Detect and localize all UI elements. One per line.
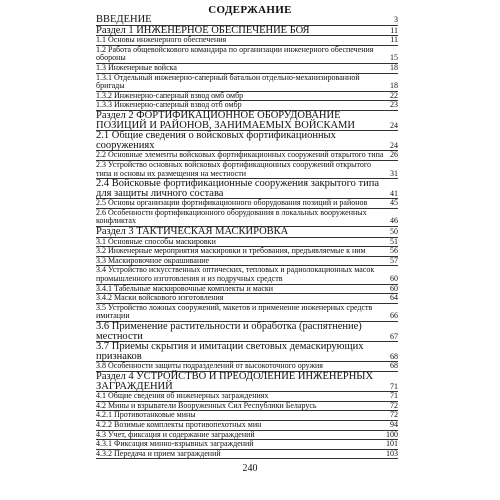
table-of-contents bbox=[96, 15, 398, 459]
toc-entry-title: 2.5 Основы организации фортификационного оборудования позиций и районов bbox=[96, 198, 368, 208]
toc-entry-page: 18 bbox=[390, 81, 398, 91]
toc-entry-title: 3.4.1 Табельные маскировочные комплекты и маски bbox=[96, 283, 274, 293]
toc-entry-page: 24 bbox=[390, 140, 398, 150]
toc-entry bbox=[96, 179, 398, 199]
page-title: СОДЕРЖАНИЕ bbox=[208, 4, 292, 16]
toc-entry-page: 51 bbox=[390, 236, 398, 246]
toc-entry-page: 94 bbox=[390, 419, 398, 429]
toc-entry-page: 72 bbox=[390, 410, 398, 420]
toc-entry-title: 2.1 Общие сведения о войсковых фортификационных сооружениях bbox=[96, 130, 336, 151]
toc-entry-page: 18 bbox=[390, 62, 398, 72]
toc-entry-page: 100 bbox=[386, 429, 398, 439]
toc-entry-title: Раздел 4 УСТРОЙСТВО И ПРЕОДОЛЕНИЕ ИНЖЕНЕРНЫХ ЗАГРАЖДЕНИЙ bbox=[96, 370, 374, 392]
toc-entry bbox=[96, 15, 398, 26]
toc-entry-title: 4.2.2 Возимые комплекты противопехотных мин bbox=[96, 419, 262, 429]
toc-entry-page: 103 bbox=[386, 448, 398, 458]
toc-entry-title: 1.2 Работа общевойскового командира по организации инженерного обеспечения обороны bbox=[96, 44, 374, 63]
toc-entry-page: 26 bbox=[390, 150, 398, 160]
toc-entry-page: 11 bbox=[390, 35, 398, 45]
toc-entry-page: 72 bbox=[390, 400, 398, 410]
toc-entry-title: ВВЕДЕНИЕ bbox=[96, 14, 152, 25]
toc-entry bbox=[96, 372, 398, 392]
page-number: 240 bbox=[242, 463, 258, 474]
toc-entry-title: Раздел 2 ФОРТИФИКАЦИОННОЕ ОБОРУДОВАНИЕ ПОЗИЦИЙ И РАЙОНОВ, ЗАНИМАЕМЫХ ВОЙСКАМИ bbox=[96, 109, 355, 131]
toc-entry-title: 3.2 Инженерные мероприятия маскировки и требования, предъявляемые к ним bbox=[96, 246, 366, 256]
toc-entry bbox=[96, 304, 398, 322]
toc-entry-page: 46 bbox=[390, 216, 398, 226]
toc-entry-page: 71 bbox=[390, 381, 398, 391]
toc-entry-title: 2.3 Устройство основных войсковых фортификационных сооружений открытого типа и основы их размещения на местности bbox=[96, 159, 371, 178]
toc-entry-page: 11 bbox=[390, 25, 398, 35]
toc-entry-title: 2.4 Войсковые фортификационные сооружения закрытого типа для защиты личного состава bbox=[96, 178, 380, 199]
toc-entry-title: 3.8 Особенности защиты подразделений от высокоточного оружия bbox=[96, 361, 323, 371]
toc-entry-title: Раздел 1 ИНЖЕНЕРНОЕ ОБЕСПЕЧЕНИЕ БОЯ bbox=[96, 24, 310, 36]
toc-entry bbox=[96, 209, 398, 227]
toc-entry-title: 4.3.2 Передача и прием заграждений bbox=[96, 448, 221, 458]
toc-entry-title: 4.2.1 Противотанковые мины bbox=[96, 410, 196, 420]
toc-entry-page: 22 bbox=[390, 90, 398, 100]
toc-entry-page: 66 bbox=[390, 311, 398, 321]
toc-entry-page: 23 bbox=[390, 100, 398, 110]
toc-entry-page: 71 bbox=[390, 391, 398, 401]
toc-entry-page: 41 bbox=[390, 188, 398, 198]
toc-entry-title: 3.4 Устройство искусственных оптических, тепловых и радиолокационных масок промышленного изготовления и из подручных средств bbox=[96, 265, 375, 284]
toc-entry-page: 31 bbox=[390, 168, 398, 178]
toc-entry bbox=[96, 322, 398, 342]
toc-entry-title: 1.1 Основы инженерного обеспечения bbox=[96, 35, 227, 45]
toc-entry-page: 68 bbox=[390, 361, 398, 371]
toc-entry-page: 67 bbox=[390, 331, 398, 341]
toc-entry-title: 1.3.2 Инженерно-саперный взвод омб омбр bbox=[96, 90, 244, 100]
toc-entry-page: 45 bbox=[390, 198, 398, 208]
toc-entry-page: 15 bbox=[390, 53, 398, 63]
toc-entry bbox=[96, 342, 398, 362]
toc-entry bbox=[96, 131, 398, 151]
toc-entry-page: 60 bbox=[390, 283, 398, 293]
toc-entry-title: 2.2 Основные элементы войсковых фортификационных сооружений открытого типа bbox=[96, 150, 384, 160]
toc-entry-title: 4.3.1 Фиксация минно-взрывных заграждений bbox=[96, 439, 254, 449]
toc-entry-title: 1.3.1 Отдельный инженерно-саперный батальон отдельно-механизированной бригады bbox=[96, 72, 360, 91]
toc-entry-title: Раздел 3 ТАКТИЧЕСКАЯ МАСКИРОВКА bbox=[96, 226, 289, 238]
toc-entry-title: 4.2 Мины и взрыватели Вооруженных Сил Республики Беларусь bbox=[96, 400, 317, 410]
toc-entry bbox=[96, 46, 398, 64]
toc-entry bbox=[96, 266, 398, 284]
toc-entry-title: 3.7 Приемы скрытия и имитации световых демаскирующих признаков bbox=[96, 341, 364, 362]
toc-entry bbox=[96, 450, 398, 460]
toc-entry-page: 64 bbox=[390, 293, 398, 303]
toc-entry bbox=[96, 74, 398, 92]
toc-entry-title: 3.3 Маскировочное окрашивание bbox=[96, 255, 210, 265]
toc-entry-title: 3.1 Основные способы маскировки bbox=[96, 236, 216, 246]
toc-entry-page: 60 bbox=[390, 274, 398, 284]
toc-entry-page: 50 bbox=[390, 227, 398, 237]
toc-entry-title: 1.3.3 Инженерно-саперный взвод отб омбр bbox=[96, 100, 242, 110]
toc-entry-title: 3.5 Устройство ложных сооружений, макетов и применение инженерных средств имитации bbox=[96, 302, 373, 321]
toc-entry bbox=[96, 111, 398, 131]
toc-entry-page: 57 bbox=[390, 255, 398, 265]
toc-entry-page: 68 bbox=[390, 351, 398, 361]
toc-entry-page: 24 bbox=[390, 120, 398, 130]
toc-entry-title: 3.4.2 Маски войскового изготовления bbox=[96, 293, 224, 303]
toc-entry-page: 101 bbox=[386, 439, 398, 449]
toc-entry-title: 4.1 Общие сведения об инженерных заграждениях bbox=[96, 391, 269, 401]
toc-entry bbox=[96, 161, 398, 179]
toc-entry-title: 1.3 Инженерные войска bbox=[96, 62, 177, 72]
toc-entry-title: 3.6 Применение растительности и обработка (распятнение) местности bbox=[96, 321, 362, 342]
toc-entry-page: 3 bbox=[394, 15, 398, 24]
toc-entry-page: 56 bbox=[390, 246, 398, 256]
toc-entry-title: 2.6 Особенности фортификационного оборудования в локальных вооруженных конфликтах bbox=[96, 207, 367, 226]
toc-entry-title: 4.3 Учет, фиксация и содержание заграждений bbox=[96, 429, 255, 439]
